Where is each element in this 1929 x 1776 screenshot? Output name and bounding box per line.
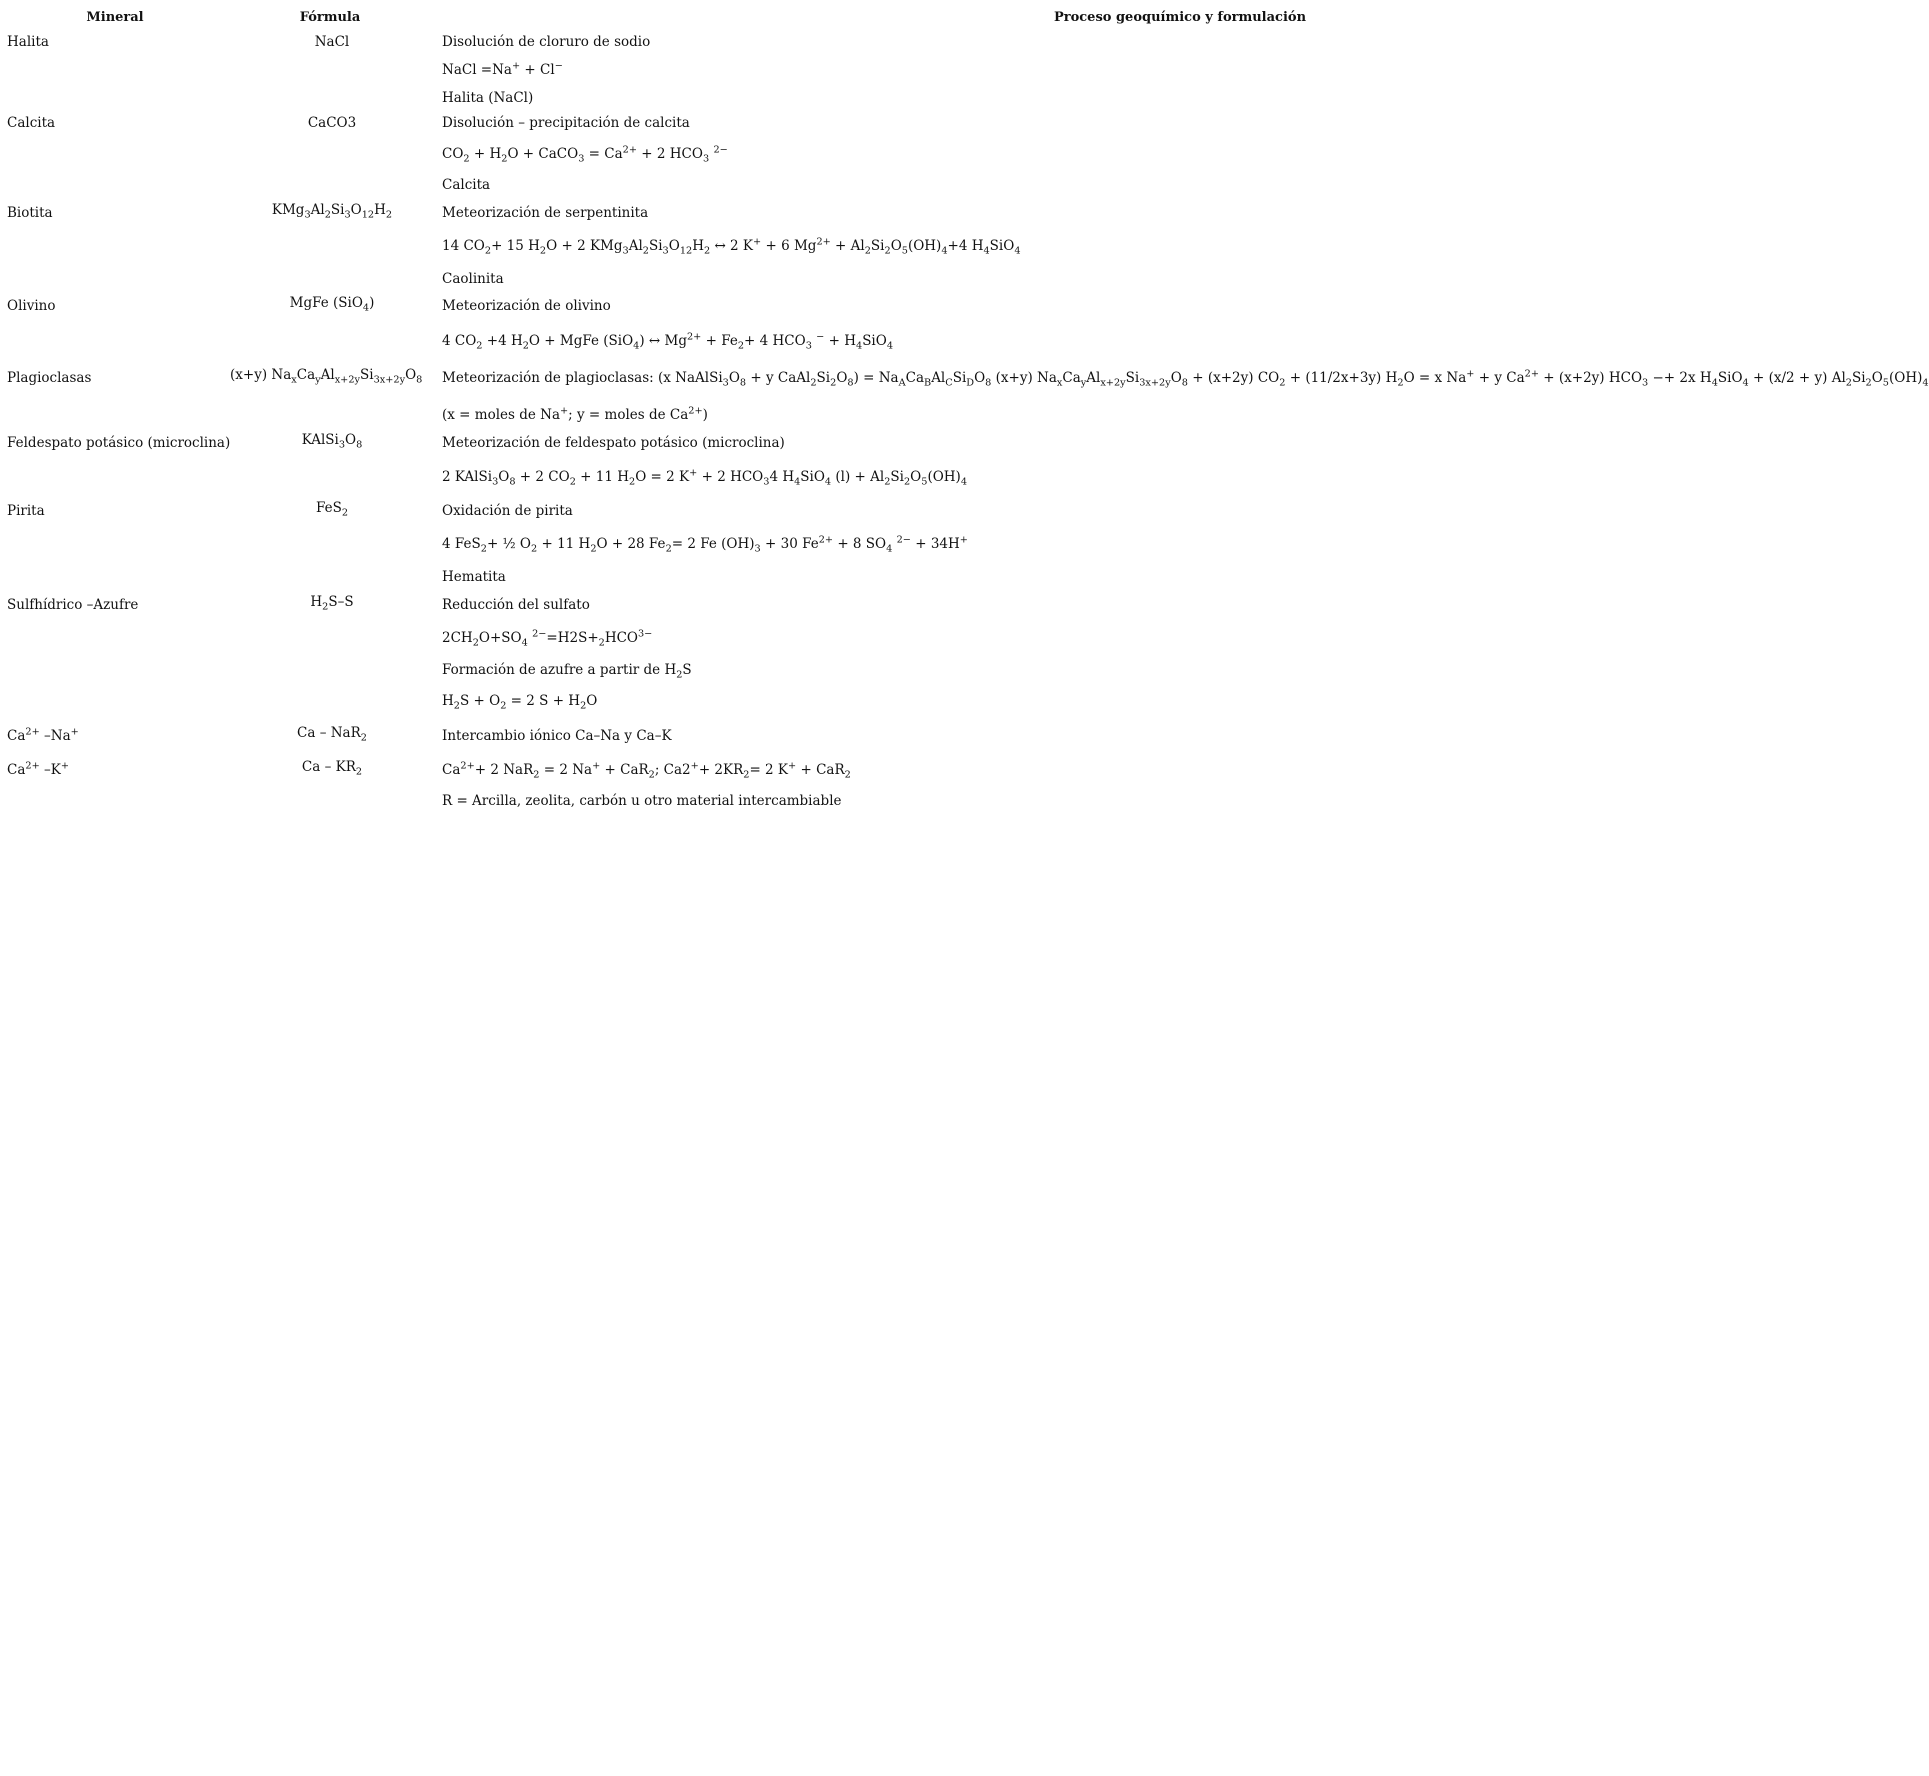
process-line: Caolinita — [442, 271, 504, 287]
process-line: Meteorización de serpentinita — [442, 205, 649, 221]
formula-cell: FeS$_2$ — [315, 500, 349, 519]
formula-cell: Ca – $KR_2$ — [301, 759, 363, 778]
process-note: (x = moles de Na+; y = moles de $Ca^{2+}$) — [442, 405, 708, 423]
process-line: Reducción del sulfato — [442, 597, 590, 613]
process-line: Hematita — [442, 569, 506, 585]
process-equation: $H_2S + O_2 = 2$ $S + H_2O$ — [442, 693, 598, 712]
process-line: Disolución – precipitación de calcita — [442, 115, 690, 131]
process-equation: $CO_2 + H_2O$ + CaCO$_3$ = $Ca^{2+} + 2$ $HCO_3$ $^{2-}$ — [442, 144, 728, 165]
header-formula: Fórmula — [299, 10, 361, 25]
process-line: Meteorización de olivino — [442, 298, 611, 314]
process-equation: 14 $CO_2+ 15$ $H_2O + 2$ $KMg_3Al_2Si_3O_{12}H_2$ ↔ 2 K+ + 6 $Mg^{2+} + Al_2Si_2O_5(OH)_4+4$ $H_4SiO_4$ — [442, 236, 1021, 257]
process-line: Intercambio iónico Ca–Na y Ca–K — [442, 728, 672, 744]
process-equation: 4 $CO_2 +4$ $H_2O$ + MgFe (SiO$_4$) ↔ $Mg^{2+} + Fe_2+ 4$ $HCO_3$ $^- + H_4SiO_4$ — [442, 331, 894, 352]
mineral-cell: Calcita — [7, 115, 56, 131]
formula-cell: Ca – NaR$_2$ — [297, 725, 367, 744]
process-line: Meteorización de feldespato potásico (microclina) — [442, 435, 785, 451]
mineral-cell: $Ca^{2+}$ –Na+ — [7, 726, 79, 744]
process-line: Disolución de cloruro de sodio — [442, 34, 651, 50]
formula-cell: (x+y) $Na_xCa_yAl_{x+2y}Si_{3x+2y}O_8$ — [230, 367, 423, 386]
process-equation: $Ca^{2+}+ 2$ NaR$_2$ = 2 Na+ + CaR$_2$; $Ca2^++ 2KR_2= 2$ K+ + CaR$_2$ — [442, 760, 851, 781]
process-line: Formación de azufre a partir de $H_2S$ — [442, 662, 692, 681]
mineral-cell: Pirita — [7, 503, 45, 519]
formula-cell: CaCO3 — [307, 115, 357, 131]
process-line: Calcita — [442, 177, 491, 193]
mineral-cell: $Ca^{2+}$ –K+ — [7, 760, 70, 778]
mineral-cell: Olivino — [7, 298, 56, 314]
mineral-cell: Feldespato potásico (microclina) — [7, 435, 231, 451]
process-line: Halita (NaCl) — [442, 90, 534, 106]
header-mineral: Mineral — [86, 10, 144, 25]
process-equation: Meteorización de plagioclasas: (x $NaAlSi_3O_8 + y$ $CaAl_2Si_2O_8) = Na_ACa_BAl_CSi_DO_8$ (x+y) $Na_xCa_yAl_{x+2y}Si_{3x+2y}O_8 + (x+2y) CO_2 + (11/2x+3y) H_2O = x$ Na+ + y $Ca^{2+} + (x+2y) HCO_3 -+ 2x$ $H_4SiO_4 + (x/2 + y)$ $Al_2Si_2O_5(OH)_4$ — [442, 368, 1929, 389]
mineral-cell: Plagioclasas — [7, 370, 92, 386]
formula-cell: $KMg_3Al_2Si_3O_{12}H_2$ — [271, 202, 393, 221]
formula-cell: MgFe (SiO$_4$) — [289, 295, 375, 314]
process-line: Oxidación de pirita — [442, 503, 573, 519]
process-note: R = Arcilla, zeolita, carbón u otro material intercambiable — [442, 793, 842, 809]
header-process: Proceso geoquímico y formulación — [1053, 10, 1307, 25]
process-equation: 4 FeS$_2$+ ½ $O_2 + 11$ $H_2O + 28$ $Fe_2= 2$ Fe $(OH)_3 + 30$ $Fe^{2+} + 8$ $SO_4$ $^{2-}$ + 34H+ — [442, 534, 968, 555]
process-equation: 2 $KAlSi_3O_8 + 2$ $CO_2 + 11$ $H_2O = 2$ K+ + 2 $HCO_34$ $H_4SiO_4$ $(l) + Al_2Si_2O_5(OH)_4$ — [442, 467, 967, 488]
process-equation: NaCl =Na+ + Cl− — [442, 60, 563, 78]
mineral-cell: Sulfhídrico –Azufre — [7, 597, 139, 613]
formula-cell: $H_2S-S$ — [310, 594, 354, 613]
formula-cell: NaCl — [314, 34, 350, 50]
mineral-cell: Biotita — [7, 205, 53, 221]
mineral-cell: Halita — [7, 34, 49, 50]
formula-cell: $KAlSi_3O_8$ — [301, 432, 363, 451]
process-equation: $2CH_2O+SO_4$ $^{2-}=H2S+_2HCO^{3-}$ — [442, 628, 653, 649]
